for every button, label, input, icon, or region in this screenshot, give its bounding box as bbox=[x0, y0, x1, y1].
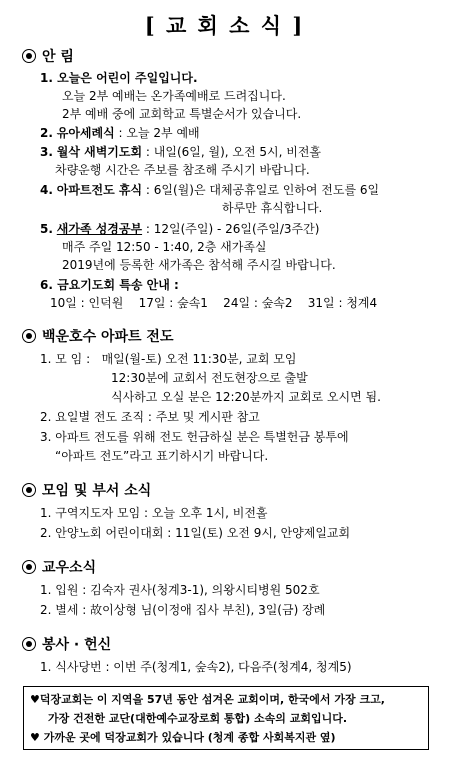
members-line-1: 1. 입원 : 김숙자 권사(청계3-1), 의왕시티병원 502호 bbox=[40, 583, 320, 597]
notice-item-4-line-1: 하루만 휴식합니다. bbox=[222, 201, 323, 215]
notice-item-6: 6. 금요기도회 특송 안내 : bbox=[40, 278, 179, 292]
footer-box bbox=[23, 686, 429, 750]
notice-item-5-line-2: 2019년에 등록한 새가족은 참석해 주시길 바랍니다. bbox=[62, 258, 336, 272]
footer-line-2: 가장 건전한 교단(대한예수교장로회 통합) 소속의 교회입니다. bbox=[48, 712, 348, 725]
notice-item-2: 2. 유아세례식 : 오늘 2부 예배 bbox=[40, 126, 200, 140]
apartment-line-1: 1. 모 임 : 매일(월-토) 오전 11:30분, 교회 모임 bbox=[40, 352, 297, 366]
bullet-icon bbox=[22, 49, 36, 63]
section-heading-members: 교우소식 bbox=[22, 557, 96, 577]
notice-item-5-line-1: 매주 주일 12:50 - 1:40, 2층 새가족실 bbox=[62, 240, 267, 254]
notice-item-1-line-2: 2부 예배 중에 교회학교 특별순서가 있습니다. bbox=[62, 107, 302, 121]
meetings-line-1: 1. 구역지도자 모임 : 오늘 오후 1시, 비전홀 bbox=[40, 506, 268, 520]
section-heading-apartment: 백운호수 아파트 전도 bbox=[22, 326, 173, 346]
bullet-icon bbox=[22, 329, 36, 343]
section-heading-meetings: 모임 및 부서 소식 bbox=[22, 480, 151, 500]
bullet-icon bbox=[22, 637, 36, 651]
section-heading-notice: 안 림 bbox=[22, 46, 74, 66]
service-line-1: 1. 식사당번 : 이번 주(청계1, 숲속2), 다음주(청계4, 청계5) bbox=[40, 660, 352, 674]
bullet-icon bbox=[22, 560, 36, 574]
notice-item-3: 3. 월삭 새벽기도회 : 내일(6일, 월), 오전 5시, 비전홀 bbox=[40, 145, 322, 159]
page-title: [ 교 회 소 식 ] bbox=[144, 13, 305, 38]
apartment-line-4: 2. 요일별 전도 조직 : 주보 및 게시판 참고 bbox=[40, 410, 260, 424]
notice-item-5: 5. 새가족 성경공부 : 12일(주일) - 26일(주일/3주간) bbox=[40, 222, 320, 236]
footer-line-3: ♥ 가까운 곳에 덕장교회가 있습니다 (청계 종합 사회복지관 옆) bbox=[30, 731, 336, 744]
notice-item-3-line-1: 차량운행 시간은 주보를 참조해 주시기 바랍니다. bbox=[55, 163, 310, 177]
apartment-line-5: 3. 아파트 전도를 위해 전도 헌금하실 분은 특별헌금 봉투에 bbox=[40, 430, 349, 444]
apartment-line-2: 12:30분에 교회서 전도현장으로 출발 bbox=[111, 371, 308, 385]
apartment-line-6: “아파트 전도”라고 표기하시기 바랍니다. bbox=[55, 449, 269, 463]
members-line-2: 2. 별세 : 故이상형 님(이정애 집사 부친), 3일(금) 장례 bbox=[40, 603, 326, 617]
notice-item-1: 1. 오늘은 어린이 주일입니다. bbox=[40, 71, 198, 85]
apartment-line-3: 식사하고 오실 분은 12:20분까지 교회로 오시면 됨. bbox=[111, 390, 381, 404]
section-heading-service: 봉사 · 헌신 bbox=[22, 634, 111, 654]
notice-item-1-line-1: 오늘 2부 예배는 온가족예배로 드려집니다. bbox=[62, 89, 286, 103]
meetings-line-2: 2. 안양노회 어린이대회 : 11일(토) 오전 9시, 안양제일교회 bbox=[40, 526, 351, 540]
notice-item-4: 4. 아파트전도 휴식 : 6일(월)은 대체공휴일로 인하여 전도를 6일 bbox=[40, 183, 380, 197]
notice-item-6-line-1: 10일 : 인덕원 17일 : 숲속1 24일 : 숲속2 31일 : 청계4 bbox=[50, 296, 378, 310]
bullet-icon bbox=[22, 483, 36, 497]
footer-line-1: ♥덕장교회는 이 지역을 57년 동안 섬겨온 교회이며, 한국에서 가장 크고, bbox=[30, 693, 385, 706]
